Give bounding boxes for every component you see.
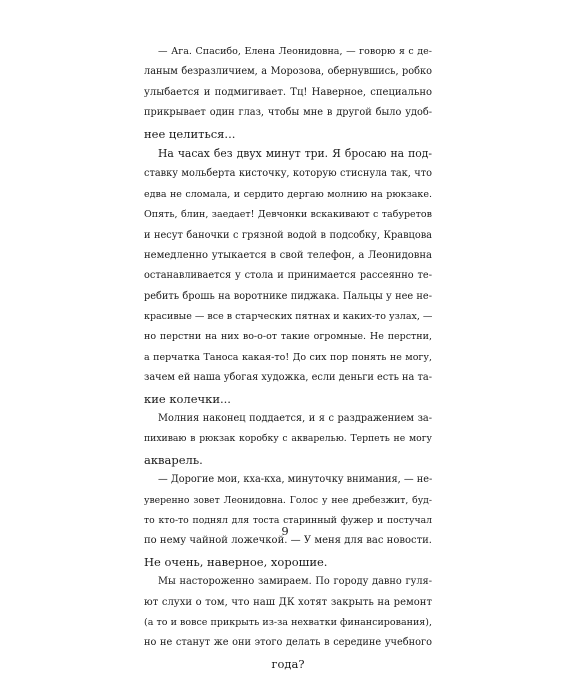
text-line: (а то и вовсе прикрыть из-за нехватки финансирования), <box>144 616 432 628</box>
text-line: нее целиться... <box>144 126 236 141</box>
text-line: ребить брошь на воротнике пиджака. Пальцы у нее не- <box>144 290 432 302</box>
text-line: Не очень, наверное, хорошие. <box>144 554 328 569</box>
text-line: — Дорогие мои, кха-кха, минуточку внимания, — не- <box>158 474 433 486</box>
text-line: года? <box>271 656 305 671</box>
text-line: едва не сломала, и сердито дергаю молнию на рюкзаке. <box>144 188 432 200</box>
text-line: немедленно утыкается в свой телефон, а Леонидовна <box>144 249 432 261</box>
page-number: 9 <box>281 524 289 538</box>
text-line: и несут баночки с грязной водой в подсобку, Кравцова <box>144 229 432 241</box>
text-line: акварель. <box>144 452 203 467</box>
text-line: кие колечки... <box>144 391 231 406</box>
text-line: Молния наконец поддается, и я с раздражением за- <box>158 413 432 425</box>
text-line: ют слухи о том, что наш ДК хотят закрыть на ремонт <box>144 596 432 608</box>
text-line: ланым безразличием, а Морозова, обернувшись, робко <box>144 66 432 78</box>
text-line: а перчатка Таноса какая-то! До сих пор понять не могу, <box>144 351 432 363</box>
text-line: пихиваю в рюкзак коробку с акварелью. Терпеть не могу <box>144 433 432 445</box>
text-line: то кто-то поднял для тоста старинный фужер и постучал <box>144 514 432 526</box>
text-line: На часах без двух минут три. Я бросаю на под- <box>158 146 432 160</box>
text-line: по нему чайной ложечкой. — У меня для вас новости. <box>144 535 432 547</box>
text-line: Мы настороженно замираем. По городу давно гуля- <box>158 576 432 588</box>
text-line: — Ага. Спасибо, Елена Леонидовна, — говорю я с де- <box>158 46 432 57</box>
text-line: ставку мольберта кисточку, которую стиснула так, что <box>144 168 432 180</box>
text-line: улыбается и подмигивает. Тц! Наверное, специально <box>144 86 432 98</box>
text-line: но не станут же они этого делать в середине учебного <box>144 637 432 649</box>
body-text <box>144 42 432 674</box>
text-line: останавливается у стола и принимается рассеянно те- <box>144 270 432 282</box>
text-line: Опять, блин, заедает! Девчонки вскакивают с табуретов <box>144 209 432 221</box>
text-line: но перстни на них во-о-от такие огромные. Не перстни, <box>144 331 432 343</box>
text-line: прикрывает один глаз, чтобы мне в другой было удоб- <box>144 107 432 119</box>
text-line: уверенно зовет Леонидовна. Голос у нее дребезжит, буд- <box>144 494 432 506</box>
text-line: красивые — все в старческих пятнах и каких-то узлах, — <box>144 311 433 323</box>
text-line: зачем ей наша убогая художка, если деньги есть на та- <box>144 372 432 384</box>
